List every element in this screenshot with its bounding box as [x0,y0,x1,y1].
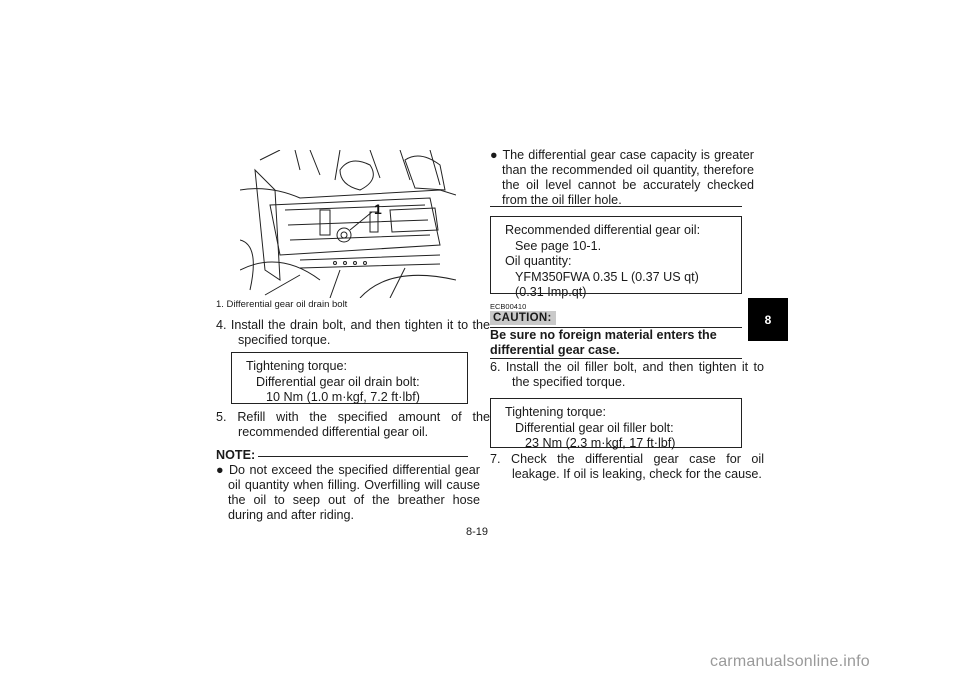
spec-label: Tightening torque: [505,405,607,419]
bullet-icon: ● [216,463,229,477]
spec-value: See page 10-1. [515,238,602,253]
spec-box-gear-oil [490,216,742,299]
note-label: NOTE: [216,448,256,462]
step-5: 5. Refill with the specified amount of the recommended differential gear oil. [216,410,490,439]
figure-caption: 1. Differential gear oil drain bolt [216,299,348,310]
caution-label: CAUTION: [490,311,556,325]
watermark: carmanualsonline.info [710,653,870,670]
note-bullet: ● Do not exceed the specified differential gear oil quantity when filling. Overfilling will cause the oil to seep out of the breather hose during and after riding. [216,463,480,522]
bullet-rule [490,206,742,207]
spec-box-drain-bolt [231,352,468,404]
step-6: 6. Install the oil filler bolt, and then tighten it to the specified torque. [490,360,764,389]
chapter-tab: 8 [748,298,788,341]
spec-label: Tightening torque: [246,359,348,373]
spec-item: Differential gear oil drain bolt: [256,374,420,389]
spec-value: 10 Nm (1.0 m·kgf, 7.2 ft·lbf) [266,390,420,404]
note-rule [258,456,468,457]
page-number: 8-19 [466,526,489,538]
spec-item: Differential gear oil filler bolt: [515,420,674,435]
spec-label: Recommended differential gear oil: [505,223,701,237]
spec-label: Oil quantity: [505,254,572,268]
caution-rule-bottom [490,358,742,359]
step-7: 7. Check the differential gear case for oil leakage. If oil is leaking, check for the cause. [490,452,764,481]
spec-value: 23 Nm (2.3 m·kgf, 17 ft·lbf) [525,436,676,450]
bullet-icon: ● [490,148,503,162]
callout-number: 1 [374,201,382,217]
spec-value: YFM350FWA 0.35 L (0.37 US qt) (0.31 Imp.qt) [515,269,699,299]
step-4: 4. Install the drain bolt, and then tighten it to the specified torque. [216,318,490,347]
capacity-bullet: ● The differential gear case capacity is greater than the recommended oil quantity, therefore the oil level cannot be accurately checked from the oil filler hole. [490,148,754,207]
caution-text: Be sure no foreign material enters the differential gear case. [490,328,717,357]
drain-bolt-illustration [240,150,456,298]
spec-box-filler-bolt [490,398,742,448]
caution-code: ECB00410 [490,302,527,311]
